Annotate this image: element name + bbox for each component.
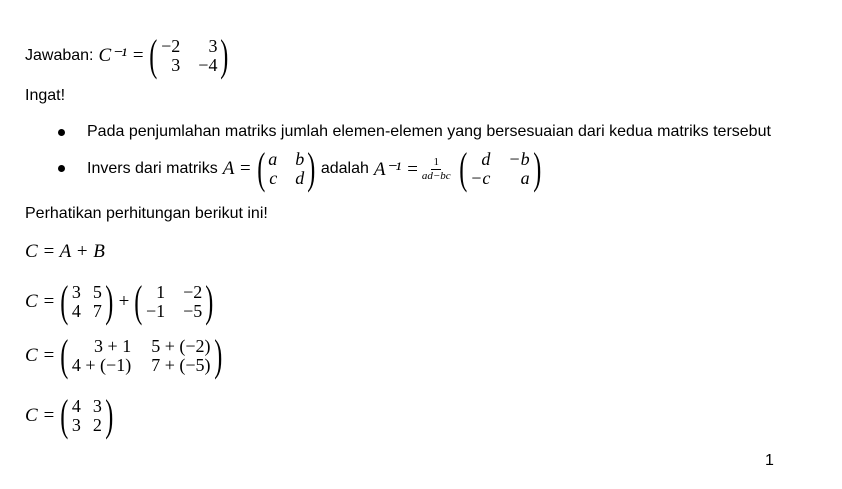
bullet-dot <box>58 165 65 172</box>
matrix-cell: −4 <box>198 55 218 75</box>
plus-sign: + <box>118 291 130 312</box>
matrix-cell: 3 <box>71 415 81 435</box>
matrix-sum-expanded: ( 3 + 1 5 + (−2) 4 + (−1) 7 + (−5) ) <box>60 331 222 380</box>
matrix-cell: −2 <box>183 282 203 302</box>
matrix-a-values: ( 3 5 4 7 ) <box>60 277 114 326</box>
matrix-cell: 7 + (−5) <box>151 355 211 375</box>
step-lhs: C = <box>25 345 56 366</box>
left-paren: ( <box>149 31 158 80</box>
step-lhs: C = <box>25 291 56 312</box>
bullet-text: Invers dari matriks <box>87 160 218 177</box>
matrix-cell: −5 <box>183 301 203 321</box>
matrix-cell: 4 <box>71 396 81 416</box>
reminder-heading: Ingat! <box>25 87 66 104</box>
matrix-cell: b <box>295 149 305 169</box>
matrix-cell: 4 <box>71 301 81 321</box>
matrix-cell: a <box>268 149 278 169</box>
inverse-fraction: $\frac{1}{ad-bc}$ <box>421 155 451 182</box>
matrix-cell: 2 <box>92 415 102 435</box>
step-lhs: C = <box>25 405 56 426</box>
matrix-cell: 1 <box>156 282 166 302</box>
matrix-cell: a <box>520 168 530 188</box>
matrix-cell: −2 <box>161 36 181 56</box>
bullet-inverse <box>87 144 546 193</box>
inverse-lhs: A⁻¹ = <box>373 158 419 180</box>
matrix-cell: −b <box>508 149 530 169</box>
step-4 <box>25 391 119 440</box>
matrix-a-lhs: A = <box>222 158 252 179</box>
right-paren: ) <box>220 31 229 80</box>
matrix-cell: −1 <box>145 301 166 321</box>
answer-label: Jawaban: <box>25 47 94 64</box>
matrix-result: ( 4 3 3 2 ) <box>60 391 114 440</box>
matrix-cell: 3 + 1 <box>94 336 132 356</box>
matrix-cell: 4 + (−1) <box>71 355 132 375</box>
matrix-cell: c <box>269 168 278 188</box>
intro-text: Perhatikan perhitungan berikut ini! <box>25 205 268 222</box>
step-1: C = A + B <box>25 241 105 262</box>
matrix-cell: d <box>481 149 491 169</box>
matrix-b-values: ( 1 −2 −1 −5 ) <box>134 277 214 326</box>
matrix-cell: 5 + (−2) <box>151 336 211 356</box>
matrix-cell: 3 <box>208 36 218 56</box>
answer-lhs: C⁻¹ = <box>98 45 145 66</box>
matrix-a: ( a b c d ) <box>256 144 316 193</box>
matrix-cell: 3 <box>171 55 181 75</box>
matrix-cell: 5 <box>92 282 102 302</box>
matrix-inverse: ( d −b −c a ) <box>458 144 541 193</box>
page-number: 1 <box>765 452 774 469</box>
matrix-cell: −c <box>470 168 491 188</box>
matrix-cell: 7 <box>92 301 102 321</box>
step-2 <box>25 277 219 326</box>
bullet-text: Pada penjumlahan matriks jumlah elemen-elemen yang bersesuaian dari kedua matriks tersebut <box>87 123 771 140</box>
matrix-cell: 3 <box>71 282 81 302</box>
bullet-text: adalah <box>320 160 369 177</box>
bullet-dot <box>58 129 65 136</box>
step-3 <box>25 331 227 380</box>
answer-matrix <box>146 31 232 80</box>
matrix-cell: d <box>295 168 305 188</box>
matrix-cell: 3 <box>92 396 102 416</box>
answer-line <box>25 31 234 80</box>
